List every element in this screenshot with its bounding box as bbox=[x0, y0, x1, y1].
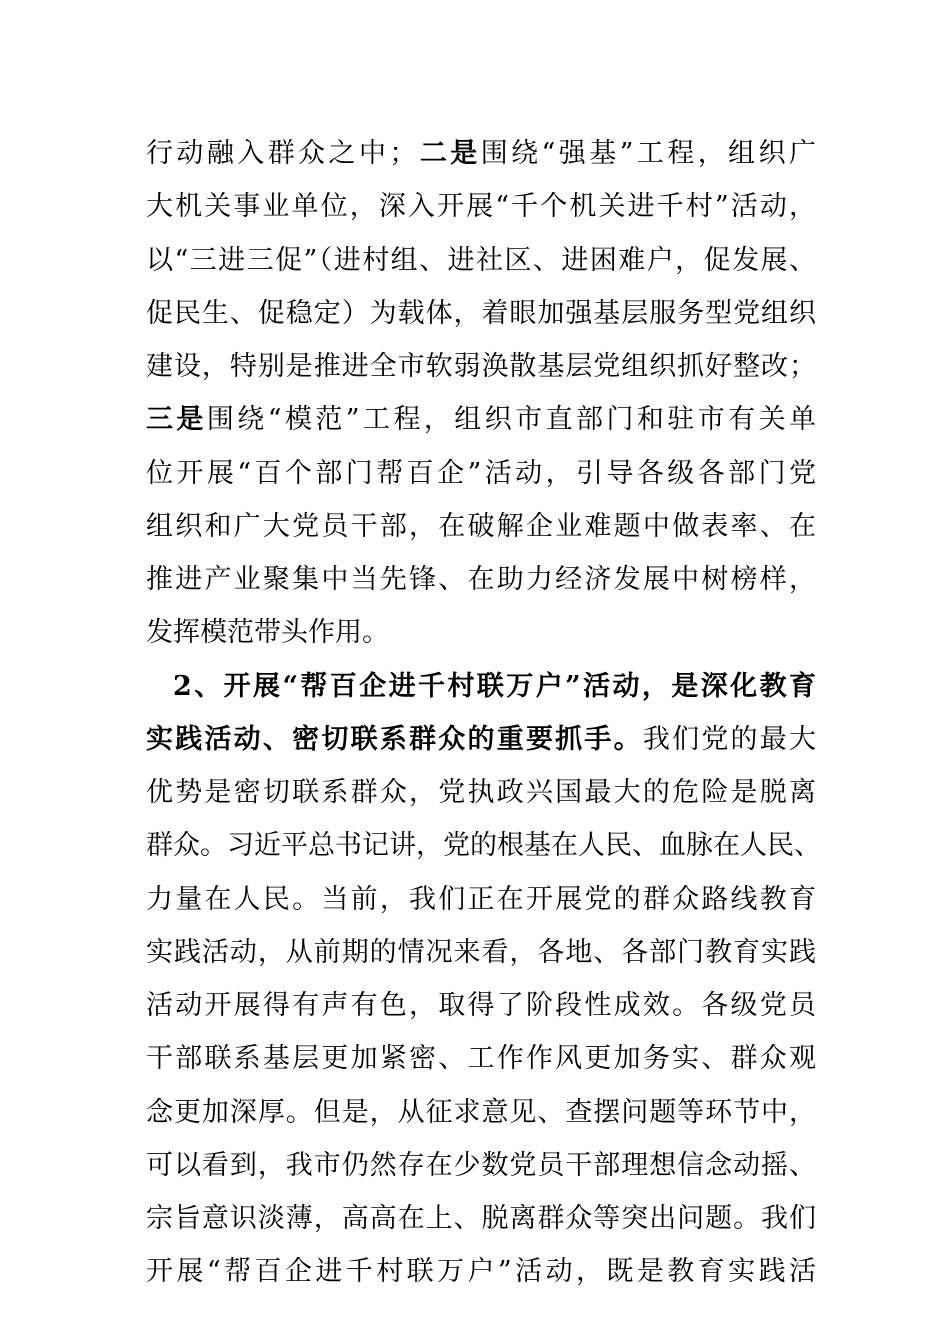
body-text bbox=[146, 127, 821, 1299]
text-line bbox=[146, 180, 816, 233]
bold-text-segment: 实践活动、密切联系群众的重要抓手。 bbox=[146, 723, 643, 755]
text-segment: 力量在人民。当前，我们正在开展党的群众路线教育 bbox=[146, 883, 816, 915]
text-segment: 位开展“百个部门帮百企”活动，引导各级各部门党 bbox=[146, 457, 816, 489]
text-segment: 宗旨意识淡薄，高高在上、脱离群众等突出问题。我们 bbox=[146, 1203, 816, 1234]
text-segment: 以“三进三促”（进村组、进社区、进困难户，促发展、 bbox=[146, 244, 816, 276]
text-line bbox=[146, 873, 816, 926]
text-segment: 围绕“模范”工程，组织市直部门和驻市有关单 bbox=[206, 404, 817, 436]
text-line bbox=[146, 1032, 816, 1085]
text-segment: 建设，特别是推进全市软弱涣散基层党组织抓好整改； bbox=[146, 351, 816, 382]
text-line bbox=[146, 713, 816, 766]
text-line bbox=[146, 447, 816, 500]
text-line bbox=[146, 553, 816, 606]
text-segment: 大机关事业单位，深入开展“千个机关进千村”活动， bbox=[146, 191, 816, 223]
text-segment: 行动融入群众之中； bbox=[146, 138, 417, 169]
text-line bbox=[146, 766, 816, 819]
text-line bbox=[146, 1086, 816, 1139]
text-line bbox=[146, 926, 816, 979]
text-line bbox=[146, 340, 816, 393]
text-segment: 实践活动，从前期的情况来看，各地、各部门教育实践 bbox=[146, 936, 816, 968]
text-segment: 推进产业聚集中当先锋、在助力经济发展中树榜样， bbox=[146, 564, 816, 595]
text-line bbox=[146, 660, 816, 713]
text-segment: 干部联系基层更加紧密、工作作风更加务实、群众观 bbox=[146, 1043, 816, 1075]
text-line bbox=[146, 287, 816, 340]
text-line bbox=[146, 1192, 816, 1245]
text-segment: 活动开展得有声有色，取得了阶段性成效。各级党员 bbox=[146, 990, 816, 1021]
text-line bbox=[146, 979, 816, 1032]
text-segment: 群众。习近平总书记讲，党的根基在人民、血脉在人民、 bbox=[146, 830, 821, 862]
text-segment: 促民生、促稳定）为载体，着眼加强基层服务型党组织 bbox=[146, 297, 816, 329]
text-line bbox=[146, 234, 816, 287]
text-line bbox=[146, 500, 816, 553]
text-segment: 组织和广大党员干部，在破解企业难题中做表率、在 bbox=[146, 510, 816, 542]
bold-text-segment: 2、开展“帮百企进千村联万户”活动，是深化教育 bbox=[173, 670, 816, 702]
text-line bbox=[146, 819, 821, 872]
text-line bbox=[146, 393, 816, 446]
bold-text-segment: 三是 bbox=[146, 404, 207, 436]
text-line bbox=[146, 1245, 816, 1298]
text-segment: 优势是密切联系群众，党执政兴国最大的危险是脱离 bbox=[146, 777, 816, 808]
text-line bbox=[146, 127, 816, 180]
text-segment: 围绕“强基”工程，组织广 bbox=[480, 138, 817, 169]
text-segment: 发挥模范带头作用。 bbox=[146, 617, 389, 649]
text-line bbox=[146, 1139, 816, 1192]
text-segment: 念更加深厚。但是，从征求意见、查摆问题等环节中， bbox=[146, 1096, 816, 1128]
bold-text-segment: 二是 bbox=[416, 138, 481, 169]
text-segment: 开展“帮百企进千村联万户”活动，既是教育实践活 bbox=[146, 1256, 816, 1288]
text-line bbox=[146, 606, 816, 659]
text-segment: 我们党的最大 bbox=[642, 723, 817, 755]
text-segment: 可以看到，我市仍然存在少数党员干部理想信念动摇、 bbox=[146, 1149, 816, 1181]
